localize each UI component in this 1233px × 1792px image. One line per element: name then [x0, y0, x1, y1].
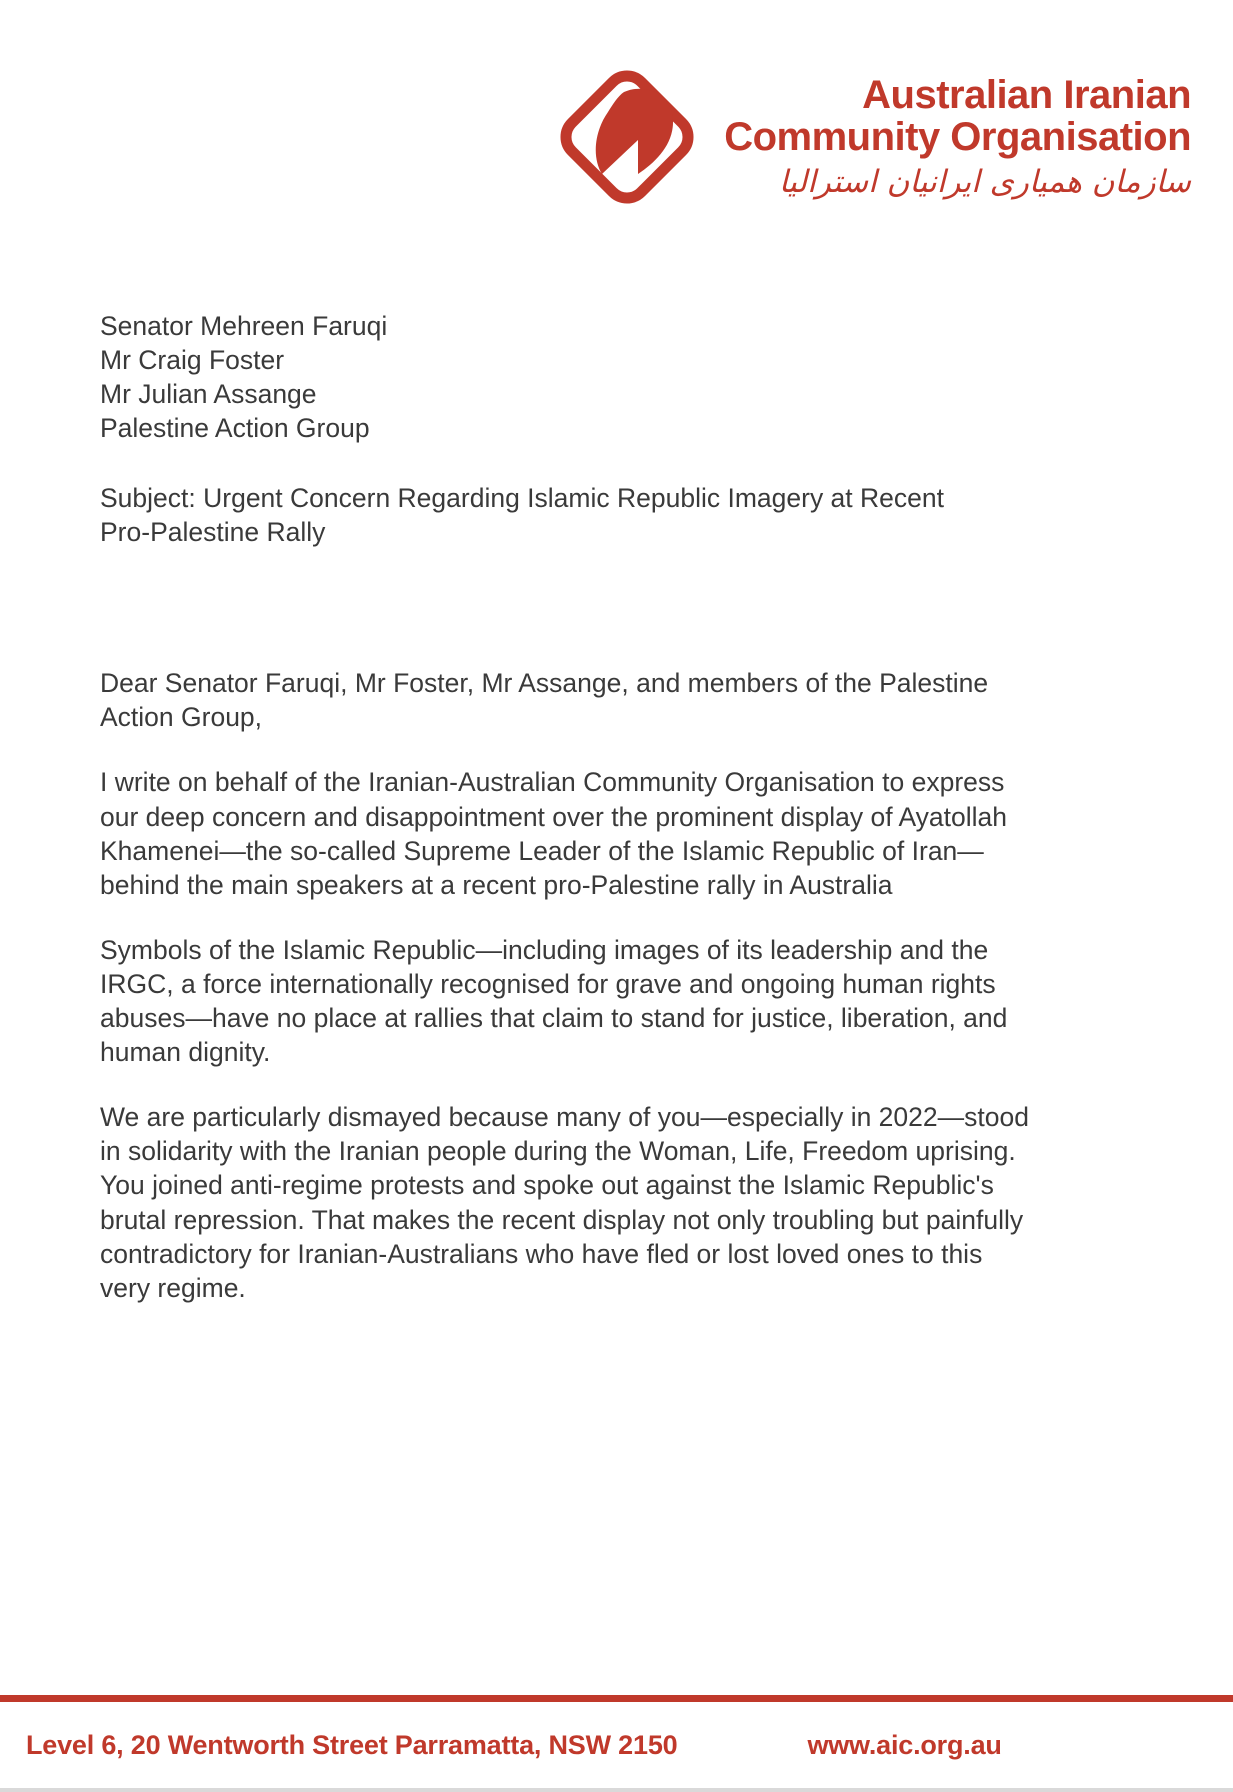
- brand-block: [552, 62, 1191, 212]
- org-name-persian: سازمان همیاری ایرانیان استرالیا: [778, 163, 1191, 200]
- footer-divider-rule: [0, 1695, 1233, 1702]
- body-paragraph: I write on behalf of the Iranian-Australian Community Organisation to express our deep concern and disappointment over the prominent display of Ayatollah Khamenei—the so-called Supreme Leader of the Islamic Republic of Iran—behind the main speakers at a recent pro-Palestine rally in Australia: [100, 767, 1007, 901]
- org-name-line1: Australian Iranian: [862, 73, 1191, 117]
- salutation: Dear Senator Faruqi, Mr Foster, Mr Assange, and members of the Palestine Action Group,: [100, 668, 989, 733]
- letter-body: [0, 250, 1233, 1695]
- footer-bottom-rule: [0, 1788, 1233, 1792]
- aico-diamond-logo-icon: [552, 62, 702, 212]
- subject-line: Subject: Urgent Concern Regarding Islamic Republic Imagery at Recent Pro-Palestine Rally: [100, 482, 944, 547]
- footer-bar: [0, 1702, 1233, 1788]
- addressee-line: Mr Craig Foster: [100, 344, 285, 375]
- letter-footer: [0, 1695, 1233, 1792]
- addressee-line: Palestine Action Group: [100, 412, 370, 443]
- addressee-block: [100, 310, 1133, 446]
- footer-website[interactable]: www.aic.org.au: [807, 1729, 1002, 1760]
- addressee-line: Senator Mehreen Faruqi: [100, 311, 388, 341]
- body-paragraph: Symbols of the Islamic Republic—including images of its leadership and the IRGC, a force internationally recognised for grave and ongoing human rights abuses—have no place at rallies that claim to stand for justice, liberation, and human dignity.: [100, 934, 1008, 1068]
- footer-address: Level 6, 20 Wentworth Street Parramatta, NSW 2150: [26, 1729, 678, 1760]
- brand-text: [724, 62, 1191, 202]
- body-paragraph: We are particularly dismayed because many of you—especially in 2022—stood in solidarity with the Iranian people during the Woman, Life, Freedom uprising. You joined anti-regime protests and spoke out against the Islamic Republic's brutal repression. That makes the recent display not only troubling but painfully contradictory for Iranian-Australians who have fled or lost loved ones to this very regime.: [100, 1101, 1029, 1304]
- letterhead: [0, 0, 1233, 250]
- addressee-line: Mr Julian Assange: [100, 378, 317, 409]
- org-name-line2: Community Organisation: [724, 115, 1191, 160]
